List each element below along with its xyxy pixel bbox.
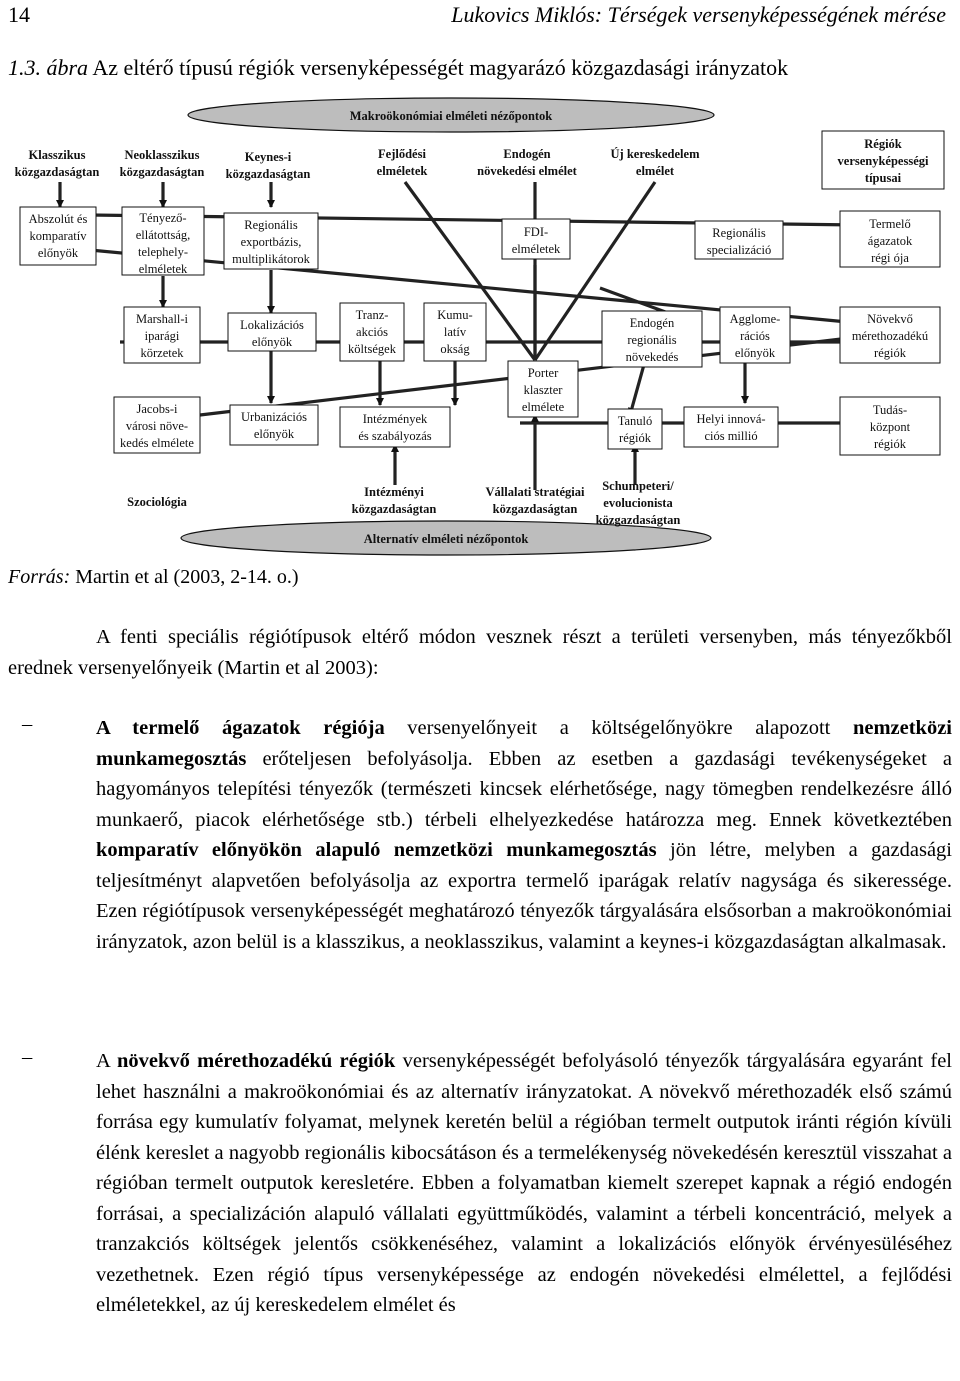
label-szociologia: Szociológia — [127, 495, 187, 509]
box-termelo-line: régi ója — [871, 251, 909, 265]
top-oval-label: Makroökonómiai elméleti nézőpontok — [349, 109, 553, 123]
regio-types-line: típusai — [864, 171, 902, 185]
row1-item: Fejlődési — [378, 147, 426, 161]
row1-item: Új kereskedelem — [610, 147, 700, 161]
row1-item: Klasszikus — [28, 148, 86, 162]
label-schumpeteri: evolucionista — [603, 496, 673, 510]
row1-item: növekedési elmélet — [477, 164, 577, 178]
bottom-oval-label: Alternatív elméleti nézőpontok — [363, 532, 529, 546]
list-item-termelo — [96, 713, 952, 957]
box-tenyezo-line: ellátottság, — [135, 228, 191, 242]
box-tudas-line: központ — [869, 420, 911, 434]
box-abszolut-line: előnyök — [37, 246, 79, 260]
label-schumpeteri: Schumpeteri/ — [602, 479, 674, 493]
box-marshall-line: körzetek — [140, 346, 184, 360]
regio-types-line: versenyképességi — [837, 154, 929, 168]
source-label: Forrás: — [8, 566, 71, 588]
body-text: erőteljesen befolyásolja. Ebben az esetben a gazdasági tevékenységeket a hagyományos telepítési tényezők (természeti kincsek elérhetősége, nagy tömegben rendelkezésre álló munkaerő, piacok elérhetősége stb.) térbeli elhelyezkedése határozza meg. Ennek következtében — [96, 747, 952, 831]
regio-types-line: Régiók — [864, 137, 902, 151]
box-fdi-line: FDI- — [523, 225, 549, 239]
figure-caption — [8, 55, 788, 81]
list-dash: – — [22, 713, 33, 735]
row1-item: elmélet — [635, 164, 675, 178]
label-intezmenyi: közgazdaságtan — [351, 502, 437, 516]
emphasis-text: komparatív előnyökön alapuló nemzetközi munkamegosztás — [96, 839, 657, 861]
box-fdi-line: elméletek — [511, 242, 561, 256]
box-agglomeracios-line: Agglome- — [729, 312, 781, 326]
box-kumulativ-line: okság — [440, 342, 470, 356]
box-kumulativ-line: latív — [443, 325, 467, 339]
label-intezmenyi: Intézményi — [364, 485, 424, 499]
emphasis-text: nemzetközi munkamegosztás — [96, 717, 952, 770]
box-termelo-line: Termelő — [869, 217, 911, 231]
list-item-novekvo — [96, 1046, 952, 1321]
box-agglomeracios-line: rációs — [740, 329, 770, 343]
box-jacobs-line: városi növe- — [125, 419, 189, 433]
box-marshall-line: Marshall-i — [135, 312, 189, 326]
box-lokalizacios-line: Lokalizációs — [240, 318, 304, 332]
box-tenyezo-line: elméletek — [138, 262, 188, 276]
page-number: 14 — [8, 2, 30, 27]
row1-item: közgazdaságtan — [225, 167, 311, 181]
emphasis-text: A termelő ágazatok régiója — [96, 717, 385, 739]
box-jacobs-line: Jacobs-i — [136, 402, 178, 416]
box-urbanizacios-line: előnyök — [253, 427, 295, 441]
box-tenyezo-line: telephely- — [138, 245, 188, 259]
box-tranzakcios-line: Tranz- — [355, 308, 389, 322]
figure-source — [8, 566, 299, 589]
list-dash: – — [22, 1046, 33, 1068]
body-text: versenyelőnyeit a költségelőnyökre alapozott — [384, 717, 853, 739]
box-exportbazis-line: multiplikátorok — [232, 252, 310, 266]
box-tenyezo-line: Tényező- — [139, 211, 187, 225]
box-endogen-line: Endogén — [629, 316, 675, 330]
box-tanulo-line: Tanuló — [617, 414, 653, 428]
box-tanulo-line: régiók — [619, 431, 651, 445]
box-intezmenyek-line: Intézmények — [362, 412, 428, 426]
box-tranzakcios-line: költségek — [348, 342, 396, 356]
row1-item: Neoklasszikus — [124, 148, 200, 162]
box-urbanizacios-line: Urbanizációs — [241, 410, 307, 424]
row1-item: közgazdaságtan — [14, 165, 100, 179]
box-abszolut-line: Abszolút és — [28, 212, 88, 226]
box-novekvo-line: Növekvő — [867, 312, 913, 326]
box-porter-line: Porter — [527, 366, 559, 380]
box-abszolut-line: komparatív — [29, 229, 87, 243]
row1-labels — [15, 147, 700, 181]
box-porter-line: klaszter — [523, 383, 563, 397]
box-helyi-line: Helyi innová- — [696, 412, 766, 426]
box-endogen-line: regionális — [627, 333, 677, 347]
body-text: A — [96, 1050, 117, 1072]
caption-title: Az eltérő típusú régiók versenyképességét magyarázó közgazdasági irányzatok — [92, 55, 789, 80]
running-title: Lukovics Miklós: Térségek versenyképességének mérése — [451, 2, 946, 27]
source-text: Martin et al (2003, 2-14. o.) — [70, 566, 299, 588]
box-termelo-line: ágazatok — [867, 234, 913, 248]
box-specializacio-line: Regionális — [712, 226, 766, 240]
box-jacobs-line: kedés elmélete — [120, 436, 194, 450]
row1-item: Keynes-i — [244, 150, 292, 164]
label-schumpeteri: közgazdaságtan — [595, 513, 681, 527]
box-kumulativ-line: Kumu- — [437, 308, 473, 322]
row1-item: elméletek — [376, 164, 428, 178]
box-agglomeracios-line: előnyök — [734, 346, 776, 360]
box-intezmenyek-line: és szabályozás — [358, 429, 432, 443]
label-vallalati: Vállalati stratégiai — [485, 485, 585, 499]
theory-diagram — [0, 95, 960, 570]
box-porter-line: elmélete — [521, 400, 565, 414]
row1-item: Endogén — [503, 147, 551, 161]
emphasis-text: növekvő mérethozadékú régiók — [116, 1050, 396, 1072]
box-endogen-line: növekedés — [625, 350, 679, 364]
box-lokalizacios-line: előnyök — [251, 335, 293, 349]
body-text: versenyképességét befolyásoló tényezők tárgyalására egyaránt fel lehet használni a makroökonómiai és az alternatív irányzatokat. A növekvő mérethozadék első számú forrása egy kumulatív folyamat, melynek keretén belül a régióban termelt outputok iránti régión kívüli élénk kereslet a nagyobb regionális kibocsátáson és a termelékenység növekedésén keresztül visszahat a régióban termelt outputok keresletére. Ebben a folyamatban kiemelt szerepet kapnak a régió endogén forrásai, a specializáción alapuló vállalati együttműködés, valamint a térbeli koncentráció, melyek a tranzakciós költségek jelentős csökkenéséhez, valamint a lokalizációs előnyök érvényesüléséhez vezethetnek. Ezen régió típus versenyképessége az endogén növekedési elmélettel, a fejlődési elméletekkel, az új kereskedelem elmélet és — [96, 1050, 952, 1316]
box-exportbazis-line: exportbázis, — [240, 235, 302, 249]
box-tudas-line: Tudás- — [872, 403, 908, 417]
box-tudas-line: régiók — [874, 437, 906, 451]
box-novekvo-line: mérethozadékú — [851, 329, 929, 343]
row1-item: közgazdaságtan — [119, 165, 205, 179]
body-text: jön létre, melyben a gazdasági teljesítményt alapvetően befolyásolja az exportra termelő iparágak relatív nagysága és sikeressége. Ezen régiótípusok versenyképességét meghatározó tényezők tárgyalására elsősorban a makroökonómiai irányzatok, azon belül is a klasszikus, a neoklasszikus, valamint a keynes-i közgazdaságtan alkalmasak. — [96, 839, 952, 953]
box-marshall-line: iparági — [144, 329, 180, 343]
paragraph-intro: A fenti speciális régiótípusok eltérő módon vesznek részt a területi versenyben, más tényezőkből erednek versenyelőnyeik (Martin et al 2003): — [8, 626, 952, 679]
caption-number: 1.3. ábra — [8, 55, 89, 80]
box-tranzakcios-line: akciós — [356, 325, 388, 339]
box-helyi-line: ciós millió — [704, 429, 758, 443]
box-novekvo-line: régiók — [874, 346, 906, 360]
label-vallalati: közgazdaságtan — [492, 502, 578, 516]
box-specializacio-line: specializáció — [706, 243, 772, 257]
box-exportbazis-line: Regionális — [244, 218, 298, 232]
